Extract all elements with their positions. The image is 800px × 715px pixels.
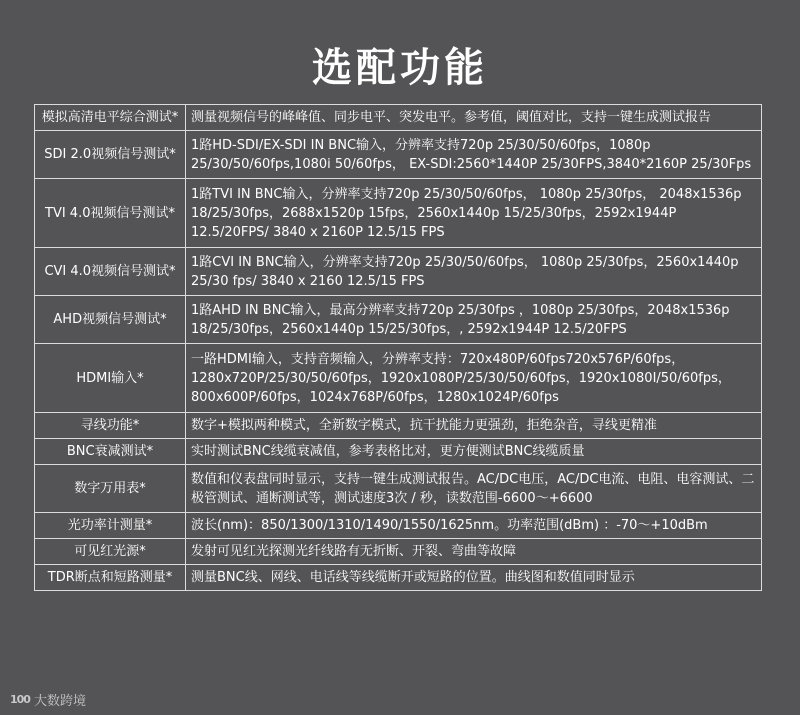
feature-name: SDI 2.0视频信号测试* (35, 131, 186, 179)
table-row (35, 565, 762, 591)
feature-name: AHD视频信号测试* (35, 296, 186, 344)
table-row (35, 539, 762, 565)
feature-desc: 波长(nm)：850/1300/1310/1490/1550/1625nm。功率范围(dBm) ：-70～+10dBm (186, 513, 762, 539)
feature-desc: 测量BNC线、网线、电话线等线缆断开或短路的位置。曲线图和数值同时显示 (186, 565, 762, 591)
feature-desc: 1路HD-SDI/EX-SDI IN BNC输入，分辨率支持720p 25/30/50/60fps，1080p 25/30/50/60fps,1080i 50/60fps， EX-SDI:2560*1440P 25/30FPS,3840*2160P 25/30Fps (186, 131, 762, 179)
feature-name: 模拟高清电平综合测试* (35, 105, 186, 131)
feature-name: 可见红光源* (35, 539, 186, 565)
table-row (35, 248, 762, 296)
table-row (35, 179, 762, 248)
feature-desc: 1路AHD IN BNC输入，最高分辨率支持720p 25/30fps ，1080p 25/30fps，2048x1536p 18/25/30fps，2560x1440p 15/25/30fps，, 2592x1944P 12.5/20FPS (186, 296, 762, 344)
feature-name: 光功率计测量* (35, 513, 186, 539)
watermark (10, 690, 86, 709)
table-row (35, 344, 762, 413)
feature-desc: 1路CVI IN BNC输入，分辨率支持720p 25/30/50/60fps， 1080p 25/30fps，2560x1440p 25/30 fps/ 3840 x 2160 12.5/15 FPS (186, 248, 762, 296)
feature-desc: 数值和仪表盘同时显示，支持一键生成测试报告。AC/DC电压，AC/DC电流、电阻、电容测试、二极管测试、通断测试等，测试速度3次 / 秒，读数范围-6600～+6600 (186, 465, 762, 513)
page-title: 选配功能 (312, 45, 488, 91)
watermark-text: 大数跨境 (33, 694, 86, 709)
feature-desc: 数字+模拟两种模式，全新数字模式，抗干扰能力更强劲，拒绝杂音，寻线更精准 (186, 413, 762, 439)
feature-desc: 1路TVI IN BNC输入，分辨率支持720p 25/30/50/60fps， 1080p 25/30fps， 2048x1536p 18/25/30fps，2688x1520p 15fps，2560x1440p 15/25/30fps，2592x1944P 12.5/20FPS/ 3840 x 2160P 12.5/15 FPS (186, 179, 762, 248)
feature-name: HDMI输入* (35, 344, 186, 413)
feature-name: 寻线功能* (35, 413, 186, 439)
table-row (35, 513, 762, 539)
watermark-logo: 100 (10, 693, 30, 706)
feature-table (34, 104, 762, 591)
table-row (35, 105, 762, 131)
table-row (35, 131, 762, 179)
feature-name: CVI 4.0视频信号测试* (35, 248, 186, 296)
table-row (35, 439, 762, 465)
feature-name: TVI 4.0视频信号测试* (35, 179, 186, 248)
table-row (35, 465, 762, 513)
feature-desc: 测量视频信号的峰峰值、同步电平、突发电平。参考值，阈值对比，支持一键生成测试报告 (186, 105, 762, 131)
table-row (35, 413, 762, 439)
table-row (35, 296, 762, 344)
feature-name: BNC衰减测试* (35, 439, 186, 465)
feature-desc: 实时测试BNC线缆衰减值，参考表格比对，更方便测试BNC线缆质量 (186, 439, 762, 465)
feature-name: TDR断点和短路测量* (35, 565, 186, 591)
feature-desc: 发射可见红光探测光纤线路有无折断、开裂、弯曲等故障 (186, 539, 762, 565)
feature-desc: 一路HDMI输入，支持音频输入，分辨率支持：720x480P/60fps720x576P/60fps，1280x720P/25/30/50/60fps，1920x1080P/25/30/50/60fps，1920x1080I/50/60fps，800x600P/60fps，1024x768P/60fps，1280x1024P/60fps (186, 344, 762, 413)
feature-name: 数字万用表* (35, 465, 186, 513)
